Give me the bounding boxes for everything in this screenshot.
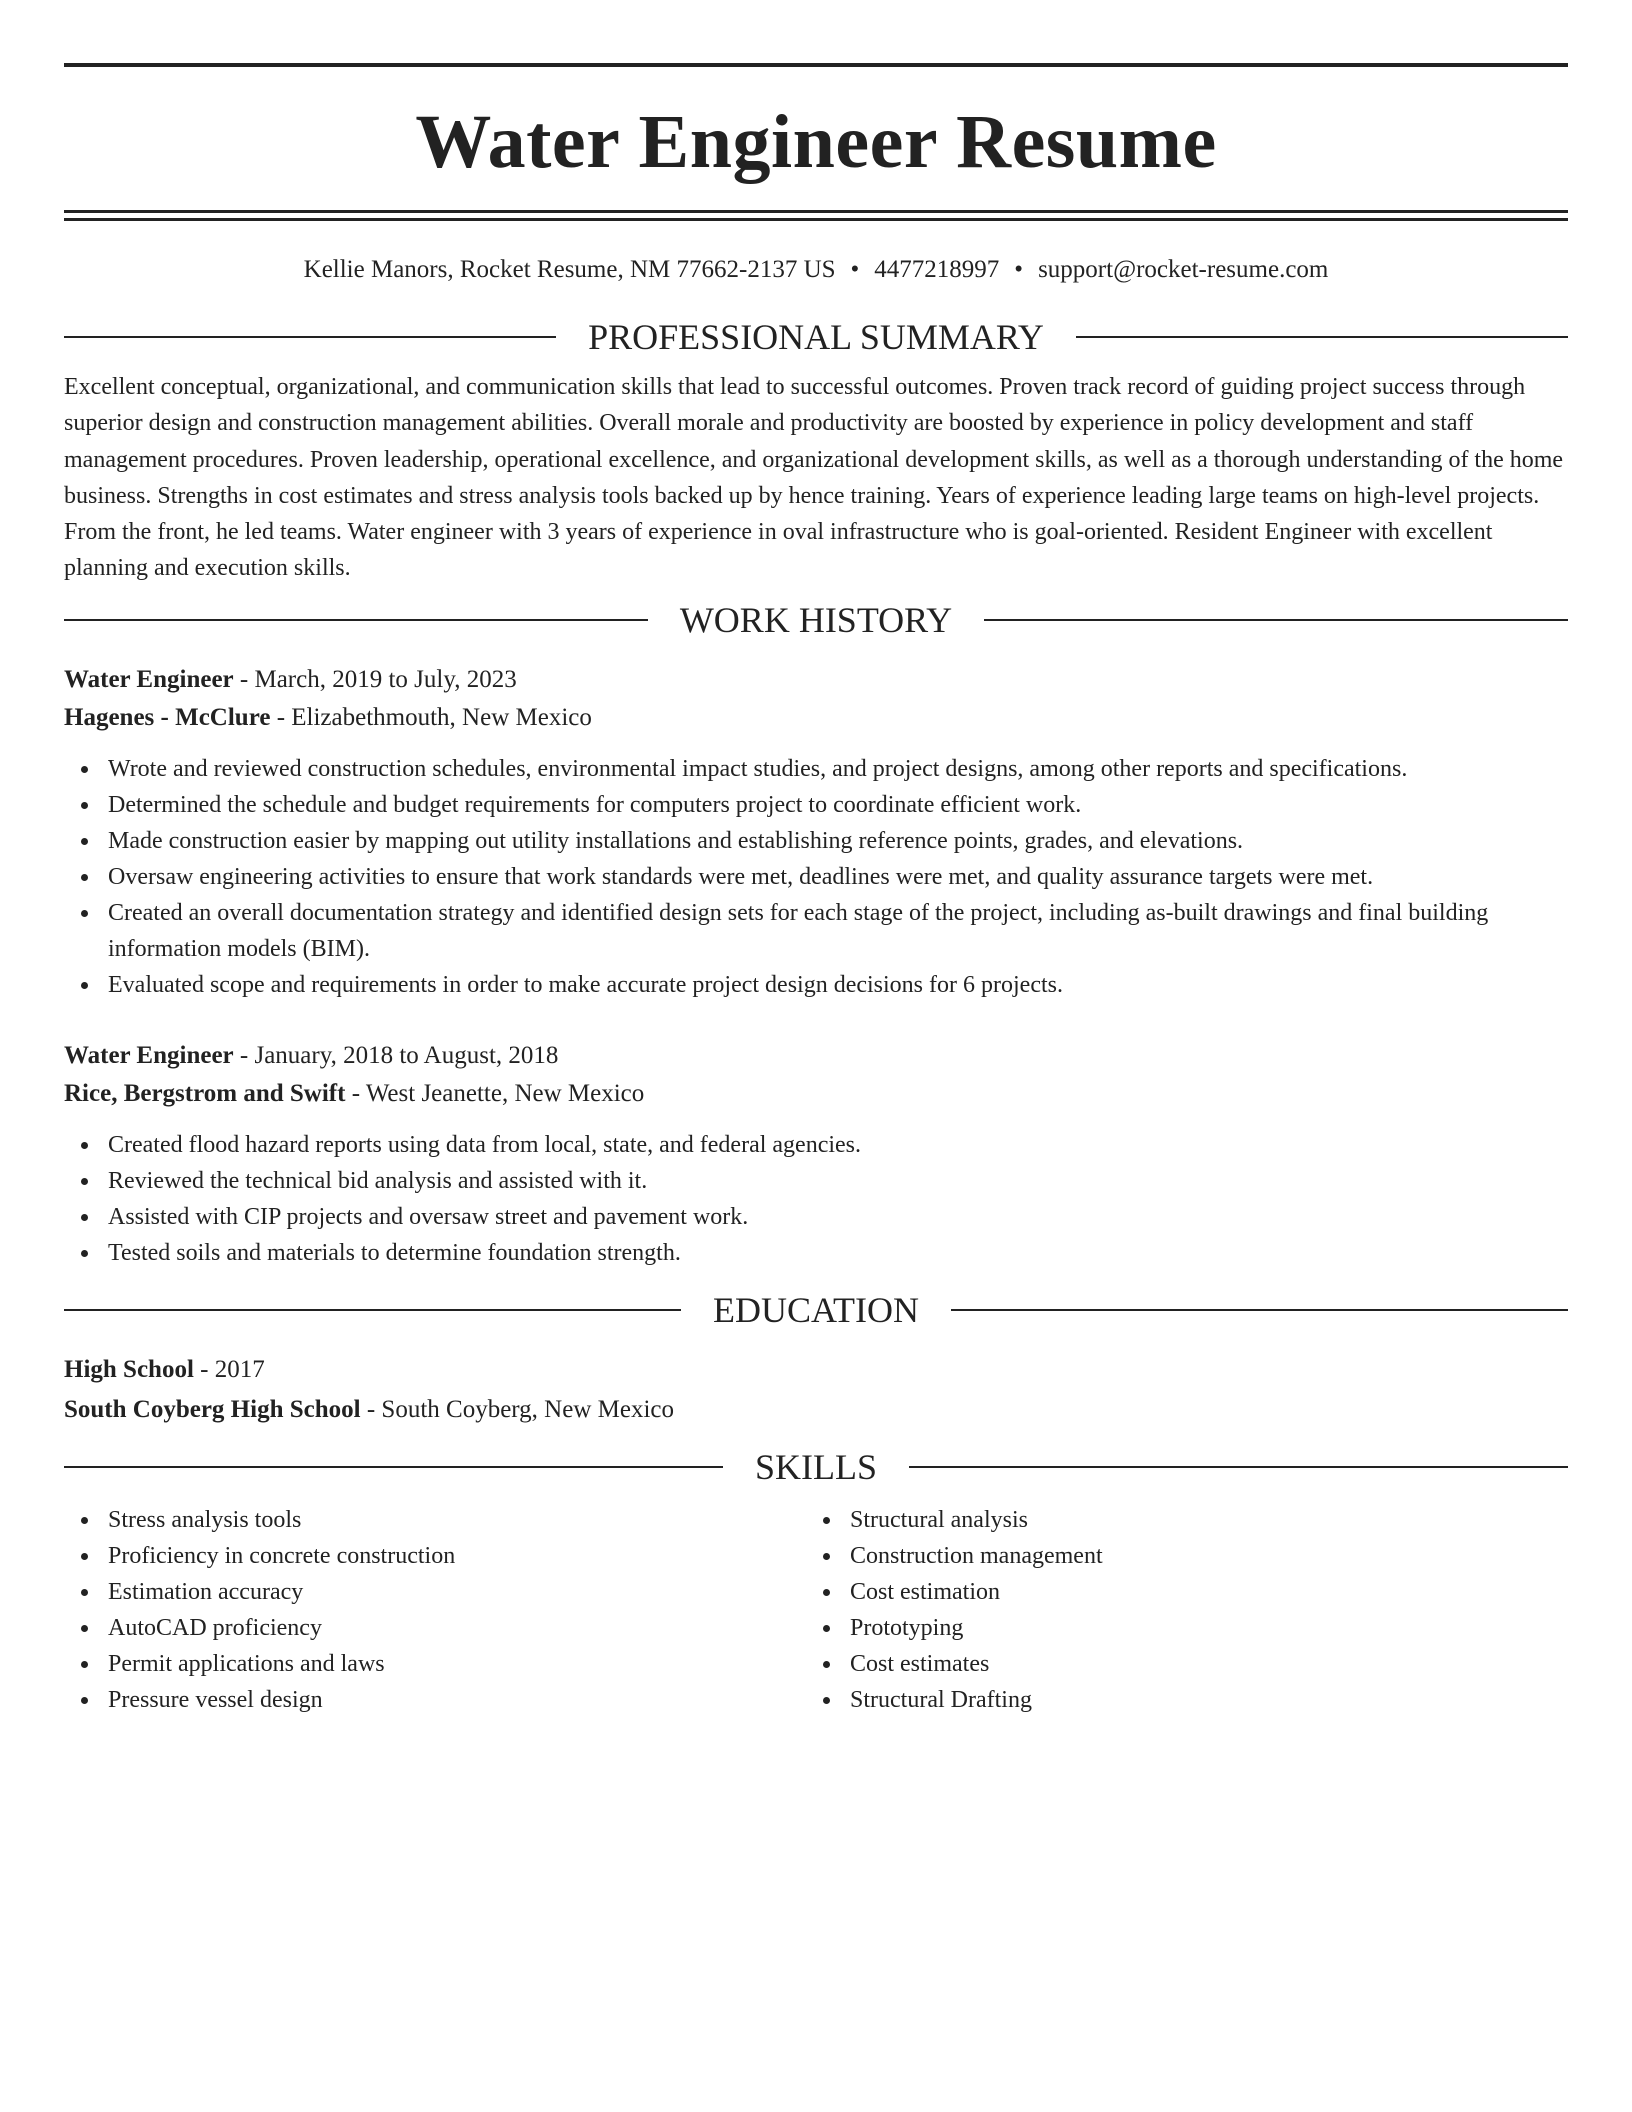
section-rule-right — [951, 1309, 1568, 1311]
skills-column-right — [806, 1502, 1568, 1718]
skill-item: Pressure vessel design — [64, 1682, 806, 1718]
section-rule-right — [909, 1466, 1568, 1468]
job-entry — [64, 661, 1568, 1003]
job-company-line — [64, 1075, 1568, 1113]
contact-phone: 4477218997 — [874, 256, 1000, 283]
skills-column-left — [64, 1502, 806, 1718]
contact-separator: • — [850, 256, 860, 283]
job-title-line — [64, 661, 1568, 699]
job-bullets — [64, 1127, 1568, 1271]
list-item: Evaluated scope and requirements in order to make accurate project design decisions for 6 projects. — [64, 967, 1568, 1003]
section-rule-right — [1076, 336, 1568, 338]
skill-item: Structural analysis — [806, 1502, 1568, 1538]
education-entry — [64, 1351, 1568, 1429]
resume-page — [64, 63, 1568, 1718]
education-school-line — [64, 1391, 1568, 1429]
job-title: Water Engineer — [64, 665, 234, 693]
list-item: Created flood hazard reports using data from local, state, and federal agencies. — [64, 1127, 1568, 1163]
skill-item: AutoCAD proficiency — [64, 1610, 806, 1646]
contact-line — [64, 254, 1568, 286]
header-top-rule — [64, 63, 1568, 67]
job-dates: - March, 2019 to July, 2023 — [233, 665, 517, 693]
list-item: Made construction easier by mapping out utility installations and establishing reference points, grades, and elevations. — [64, 823, 1568, 859]
page-title: Water Engineer Resume — [415, 100, 1217, 184]
contact-email: support@rocket-resume.com — [1038, 256, 1329, 283]
skill-item: Construction management — [806, 1538, 1568, 1574]
contact-separator: • — [1014, 256, 1024, 283]
list-item: Assisted with CIP projects and oversaw street and pavement work. — [64, 1199, 1568, 1235]
job-title: Water Engineer — [64, 1041, 234, 1069]
list-item: Oversaw engineering activities to ensure that work standards were met, deadlines were met, and quality assurance targets were met. — [64, 859, 1568, 895]
education-degree-line — [64, 1351, 1568, 1389]
job-company: Rice, Bergstrom and Swift — [64, 1079, 346, 1107]
job-entry — [64, 1037, 1568, 1271]
list-item: Created an overall documentation strategy and identified design sets for each stage of the project, including as-built drawings and final building information models (BIM). — [64, 895, 1568, 967]
education-school: South Coyberg High School — [64, 1395, 361, 1423]
job-company: Hagenes - McClure — [64, 703, 271, 731]
skill-item: Cost estimation — [806, 1574, 1568, 1610]
list-item: Tested soils and materials to determine foundation strength. — [64, 1235, 1568, 1271]
skill-item: Estimation accuracy — [64, 1574, 806, 1610]
job-location: - West Jeanette, New Mexico — [345, 1079, 645, 1107]
job-location: - Elizabethmouth, New Mexico — [270, 703, 592, 731]
section-title-summary: PROFESSIONAL SUMMARY — [588, 317, 1044, 357]
list-item: Determined the schedule and budget requirements for computers project to coordinate efficient work. — [64, 787, 1568, 823]
list-item: Reviewed the technical bid analysis and assisted with it. — [64, 1163, 1568, 1199]
summary-text: Excellent conceptual, organizational, and communication skills that lead to successful outcomes. Proven track record of guiding project success through superior design and construction management abilities. Overall morale and productivity are boosted by experience in policy development and staff management procedures. Proven leadership, operational excellence, and organizational development skills, as well as a thorough understanding of the home business. Strengths in cost estimates and stress analysis tools backed up by hence training. Years of experience leading large teams on high-level projects. From the front, he led teams. Water engineer with 3 years of experience in oval infrastructure who is goal-oriented. Resident Engineer with excellent planning and execution skills. — [64, 374, 1564, 582]
section-rule-right — [984, 619, 1568, 621]
section-title-skills: SKILLS — [755, 1446, 878, 1487]
list-item: Wrote and reviewed construction schedules, environmental impact studies, and project designs, among other reports and specifications. — [64, 751, 1568, 787]
section-rule-left — [64, 1309, 681, 1311]
skill-item: Structural Drafting — [806, 1682, 1568, 1718]
section-rule-left — [64, 336, 556, 338]
skills-list — [64, 1502, 1568, 1718]
section-header-summary — [64, 316, 1568, 358]
section-title-education: EDUCATION — [713, 1289, 919, 1330]
education-year: - 2017 — [193, 1355, 265, 1383]
skill-item: Stress analysis tools — [64, 1502, 806, 1538]
skill-item: Cost estimates — [806, 1646, 1568, 1682]
section-header-skills — [64, 1446, 1568, 1488]
education-degree: High School — [64, 1355, 194, 1383]
section-rule-left — [64, 1466, 723, 1468]
job-title-line — [64, 1037, 1568, 1075]
job-dates: - January, 2018 to August, 2018 — [233, 1041, 559, 1069]
job-company-line — [64, 699, 1568, 737]
skill-item: Proficiency in concrete construction — [64, 1538, 806, 1574]
skill-item: Permit applications and laws — [64, 1646, 806, 1682]
section-header-education — [64, 1289, 1568, 1331]
job-bullets — [64, 751, 1568, 1003]
section-title-work: WORK HISTORY — [679, 599, 953, 640]
contact-address: Kellie Manors, Rocket Resume, NM 77662-2137 US — [303, 256, 836, 283]
skill-item: Prototyping — [806, 1610, 1568, 1646]
education-location: - South Coyberg, New Mexico — [360, 1395, 674, 1423]
section-header-work — [64, 599, 1568, 641]
section-rule-left — [64, 619, 648, 621]
header-double-rule — [64, 210, 1568, 221]
